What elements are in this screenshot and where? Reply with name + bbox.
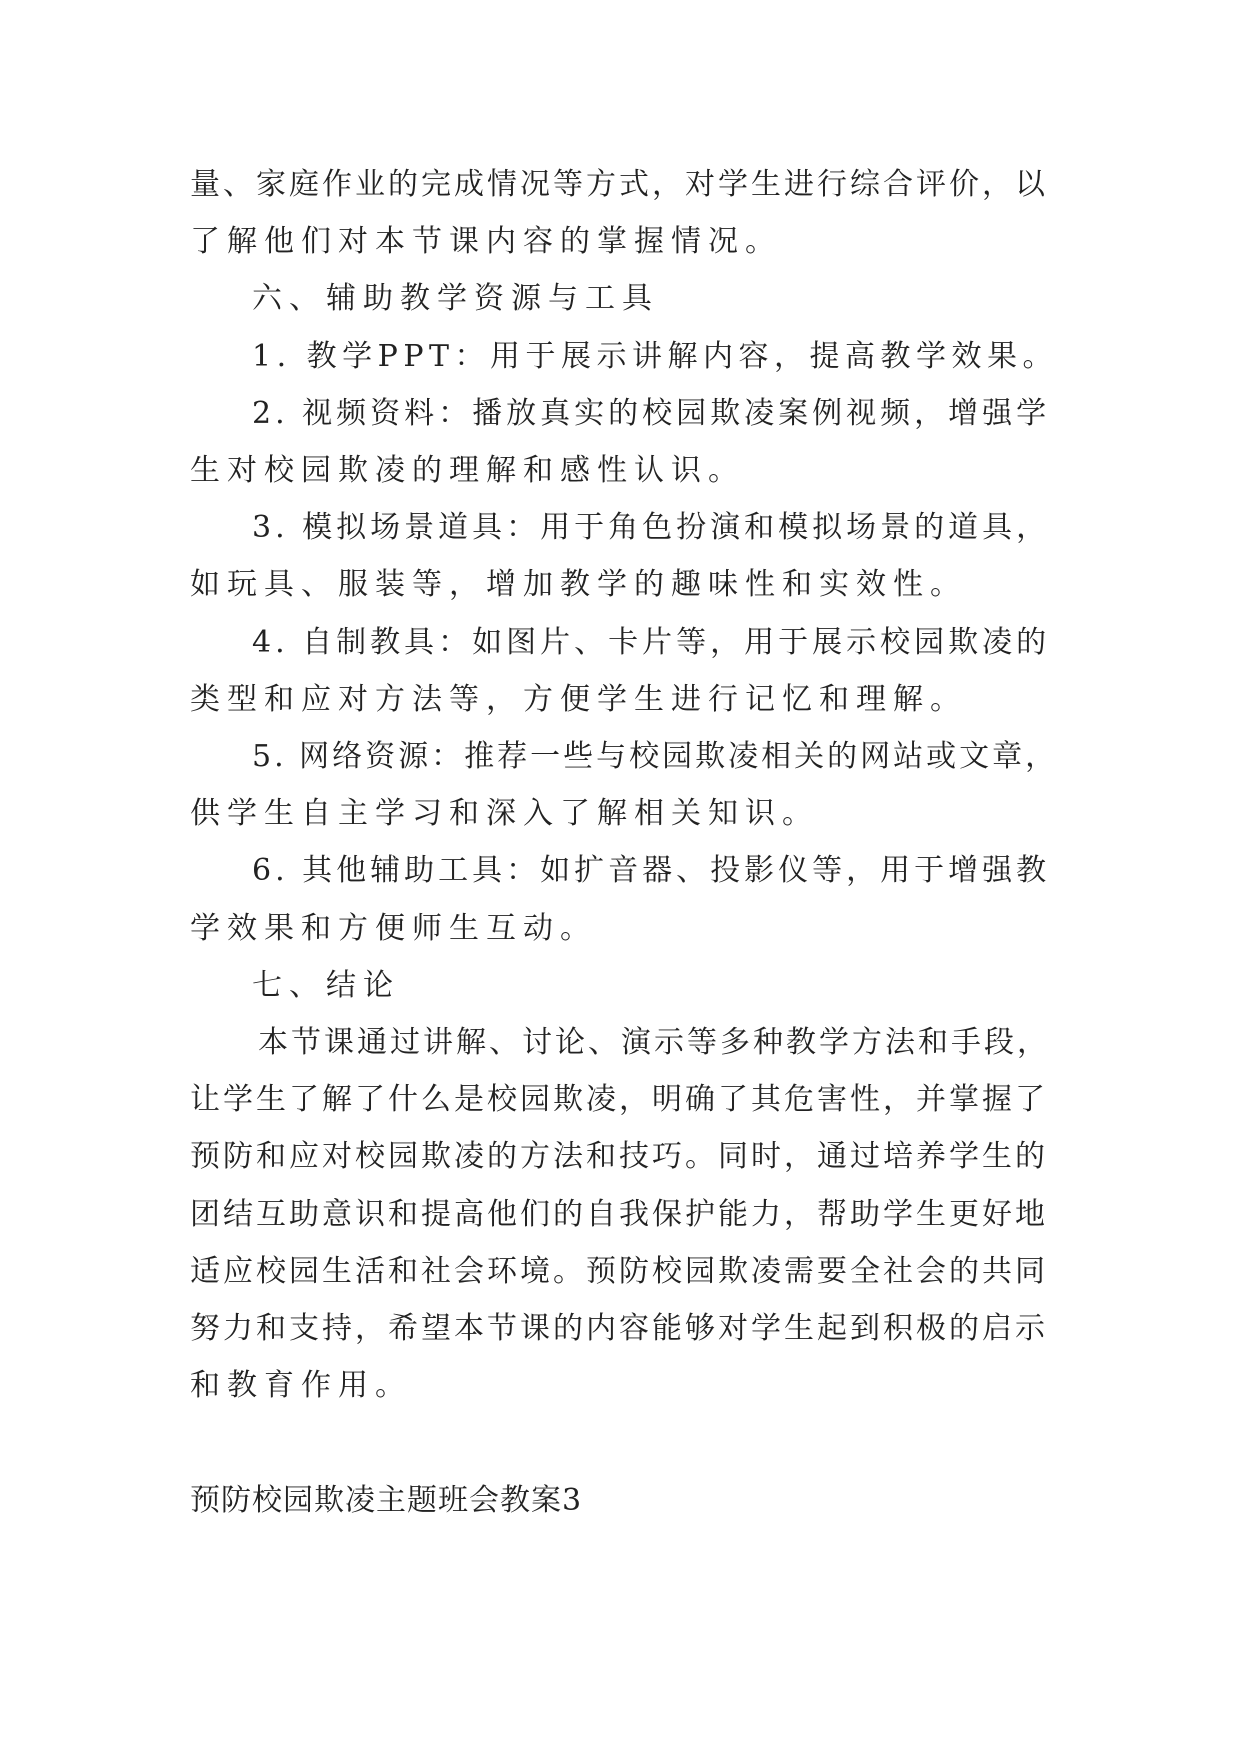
list-item: 6. 其他辅助工具：如扩音器、投影仪等，用于增强教: [252, 853, 1051, 888]
paragraph-line: 努力和支持，希望本节课的内容能够对学生起到积极的启示: [190, 1311, 1048, 1346]
document-title: 预防校园欺凌主题班会教案3: [190, 1483, 583, 1518]
paragraph-line: 和教育作用。: [190, 1368, 412, 1403]
paragraph-line: 供学生自主学习和深入了解相关知识。: [190, 796, 819, 831]
paragraph-line: 类型和应对方法等，方便学生进行记忆和理解。: [190, 682, 967, 717]
list-item: 5. 网络资源：推荐一些与校园欺凌相关的网站或文章，: [252, 739, 1059, 774]
paragraph-line: 如玩具、服装等，增加教学的趣味性和实效性。: [190, 567, 967, 602]
paragraph-line: 适应校园生活和社会环境。预防校园欺凌需要全社会的共同: [190, 1254, 1048, 1289]
paragraph-line: 预防和应对校园欺凌的方法和技巧。同时，通过培养学生的: [190, 1139, 1048, 1174]
list-item: 4. 自制教具：如图片、卡片等，用于展示校园欺凌的: [252, 625, 1051, 660]
list-item: 2. 视频资料：播放真实的校园欺凌案例视频，增强学: [252, 396, 1051, 431]
list-item: 3. 模拟场景道具：用于角色扮演和模拟场景的道具，: [252, 510, 1051, 545]
paragraph-line: 量、家庭作业的完成情况等方式，对学生进行综合评价，以: [190, 167, 1048, 202]
section-heading-conclusion: 七、结论: [252, 968, 400, 1003]
paragraph-line: 让学生了解了什么是校园欺凌，明确了其危害性，并掌握了: [190, 1082, 1048, 1117]
paragraph-line: 团结互助意识和提高他们的自我保护能力，帮助学生更好地: [190, 1197, 1048, 1232]
paragraph-line: 学效果和方便师生互动。: [190, 911, 597, 946]
paragraph-line: 生对校园欺凌的理解和感性认识。: [190, 453, 745, 488]
section-heading-resources: 六、辅助教学资源与工具: [252, 281, 659, 316]
list-item: 1. 教学PPT：用于展示讲解内容，提高教学效果。: [252, 339, 1059, 374]
paragraph-line: 本节课通过讲解、讨论、演示等多种教学方法和手段，: [258, 1025, 1050, 1060]
paragraph-line: 了解他们对本节课内容的掌握情况。: [190, 224, 782, 259]
